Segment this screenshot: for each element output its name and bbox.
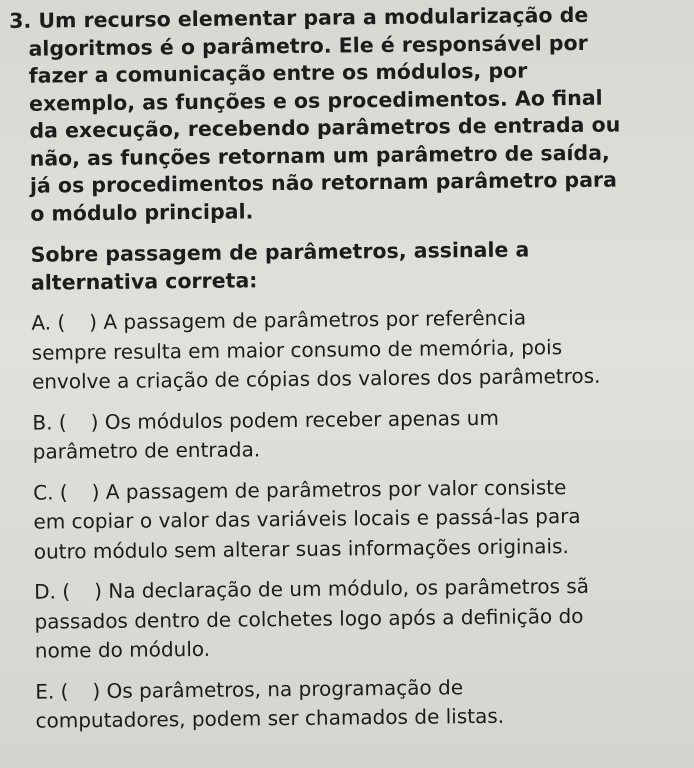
prompt-line: alternativa correta: [30, 267, 258, 295]
option-b[interactable] [32, 401, 691, 467]
question-line: exemplo, as funções e os procedimentos. Ao final [28, 85, 603, 116]
option-text: Os parâmetros, na programação de [106, 674, 464, 703]
question-line: o módulo principal. [30, 198, 254, 226]
option-text: em copiar o valor das variáveis locais e passá-las para [33, 503, 581, 534]
option-text: Na declaração de um módulo, os parâmetros sã [108, 573, 590, 603]
option-text: parâmetro de entrada. [32, 437, 261, 464]
option-a[interactable] [31, 302, 690, 397]
option-text: A passagem de parâmetros por referência [103, 305, 527, 334]
option-text: computadores, podem ser chamados de listas. [35, 703, 505, 733]
option-text: A passagem de parâmetros por valor consiste [105, 474, 567, 504]
option-paren-close: ) [91, 479, 100, 504]
option-letter: B. ( [32, 409, 67, 435]
option-e[interactable] [35, 670, 694, 736]
option-letter: E. ( [35, 678, 69, 704]
option-paren-close: ) [90, 409, 99, 434]
option-c[interactable] [33, 471, 692, 566]
question-line: da execução, recebendo parâmetros de entrada ou [29, 112, 621, 143]
option-letter: A. ( [31, 310, 66, 335]
option-text: passados dentro de colchetes logo após a definição do [34, 603, 584, 634]
option-text: nome do módulo. [34, 636, 211, 663]
question-prompt [31, 235, 690, 297]
question-line: não, as funções retornam um parâmetro de saída, [29, 140, 610, 171]
option-text: envolve a criação de cópias dos valores dos parâmetros. [31, 363, 601, 394]
option-paren-close: ) [89, 310, 98, 335]
option-paren-close: ) [92, 678, 101, 703]
answer-options [31, 302, 693, 736]
option-d[interactable] [34, 571, 693, 666]
question-statement [9, 1, 688, 228]
option-text: Os módulos podem receber apenas um [104, 405, 499, 434]
question-line: 3. Um recurso elementar para a modularização de [9, 2, 589, 33]
option-paren-close: ) [93, 578, 103, 604]
prompt-line: Sobre passagem de parâmetros, assinale a [30, 237, 530, 267]
option-letter: D. ( [34, 579, 71, 604]
question-line: algoritmos é o parâmetro. Ele é responsável por [28, 30, 588, 61]
question-line: já os procedimentos não retornam parâmetro para [29, 167, 618, 198]
option-text: outro módulo sem alterar suas informações originais. [33, 533, 569, 564]
option-text: sempre resulta em maior consumo de memória, pois [31, 334, 563, 365]
question-line: fazer a comunicação entre os módulos, por [28, 58, 528, 88]
option-letter: C. ( [33, 479, 68, 505]
